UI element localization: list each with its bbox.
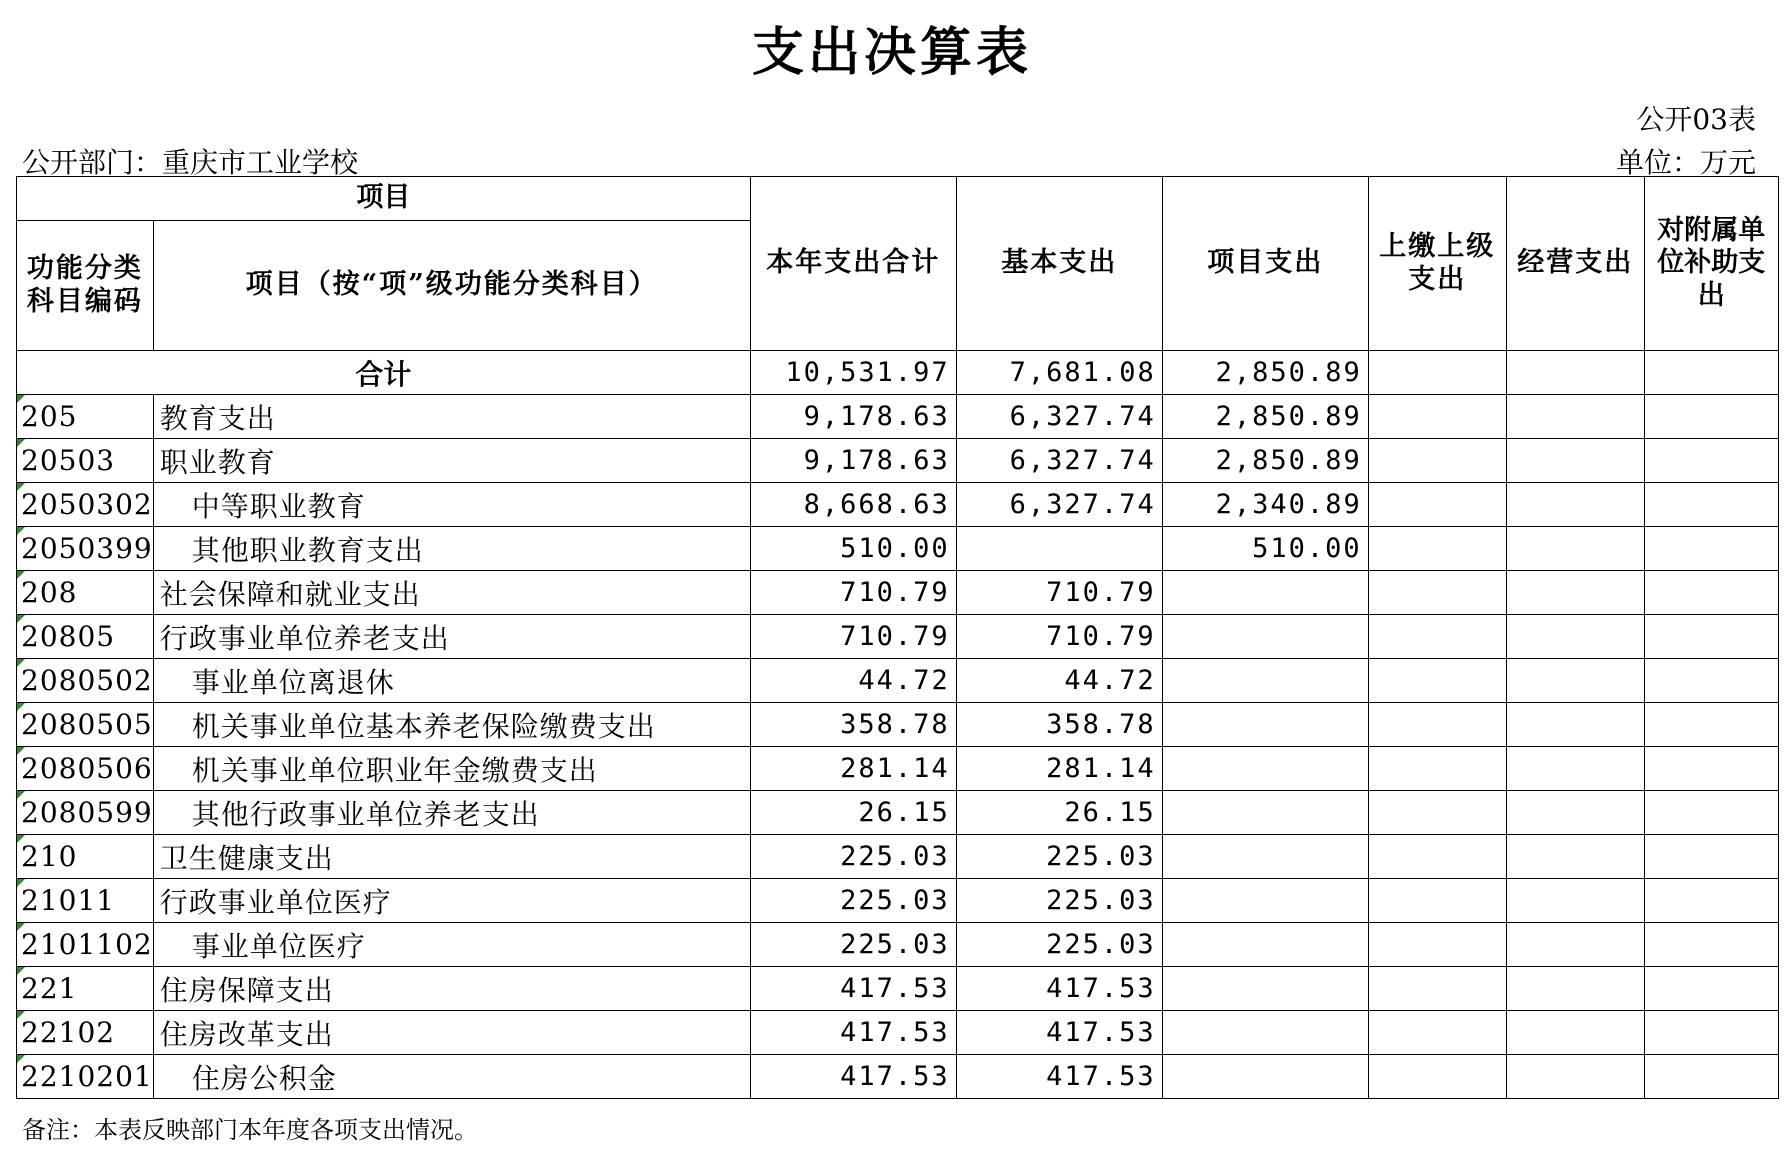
table-row [17, 527, 1779, 571]
row-business [1506, 1011, 1644, 1055]
row-code: 2080505 [17, 703, 154, 747]
row-code: 20805 [17, 615, 154, 659]
row-business [1506, 791, 1644, 835]
row-project: 2,850.89 [1162, 439, 1368, 483]
header-project: 项目支出 [1162, 177, 1368, 351]
row-upper [1368, 439, 1506, 483]
row-name: 住房改革支出 [153, 1011, 750, 1055]
header-item: 项目 [17, 177, 751, 221]
row-project: 2,850.89 [1162, 395, 1368, 439]
header-total: 本年支出合计 [750, 177, 956, 351]
row-upper [1368, 923, 1506, 967]
row-code: 221 [17, 967, 154, 1011]
row-upper [1368, 527, 1506, 571]
row-subsidiary [1644, 1055, 1778, 1099]
row-basic: 44.72 [956, 659, 1162, 703]
row-subsidiary [1644, 483, 1778, 527]
table-row [17, 1055, 1779, 1099]
row-upper [1368, 703, 1506, 747]
row-code: 2080502 [17, 659, 154, 703]
row-total: 9,178.63 [750, 439, 956, 483]
table-row [17, 571, 1779, 615]
row-project [1162, 879, 1368, 923]
row-subsidiary [1644, 879, 1778, 923]
row-code: 2080599 [17, 791, 154, 835]
row-basic: 26.15 [956, 791, 1162, 835]
row-basic: 225.03 [956, 923, 1162, 967]
table-row [17, 1011, 1779, 1055]
row-upper [1368, 1011, 1506, 1055]
row-subsidiary [1644, 439, 1778, 483]
row-project [1162, 923, 1368, 967]
row-total: 510.00 [750, 527, 956, 571]
table-row [17, 395, 1779, 439]
row-business [1506, 923, 1644, 967]
row-project [1162, 659, 1368, 703]
row-upper [1368, 747, 1506, 791]
row-subsidiary [1644, 395, 1778, 439]
row-basic: 6,327.74 [956, 395, 1162, 439]
header-upper: 上缴上级支出 [1368, 177, 1506, 351]
row-subsidiary [1644, 571, 1778, 615]
row-code: 205 [17, 395, 154, 439]
total-upper [1368, 351, 1506, 395]
row-project [1162, 703, 1368, 747]
row-total: 417.53 [750, 1055, 956, 1099]
unit-label: 单位：万元 [1615, 146, 1756, 179]
row-total: 710.79 [750, 571, 956, 615]
expenditure-table [16, 176, 1779, 1099]
header-subsidiary: 对附属单位补助支出 [1644, 177, 1778, 351]
row-upper [1368, 1055, 1506, 1099]
row-code: 2101102 [17, 923, 154, 967]
row-subsidiary [1644, 527, 1778, 571]
row-business [1506, 747, 1644, 791]
row-business [1506, 483, 1644, 527]
row-basic [956, 527, 1162, 571]
row-name: 职业教育 [153, 439, 750, 483]
row-upper [1368, 879, 1506, 923]
row-subsidiary [1644, 659, 1778, 703]
table-row [17, 659, 1779, 703]
row-project: 2,340.89 [1162, 483, 1368, 527]
row-project [1162, 1055, 1368, 1099]
header-business: 经营支出 [1506, 177, 1644, 351]
table-row [17, 703, 1779, 747]
row-business [1506, 703, 1644, 747]
row-upper [1368, 791, 1506, 835]
table-row [17, 747, 1779, 791]
row-subsidiary [1644, 747, 1778, 791]
row-name: 事业单位医疗 [153, 923, 750, 967]
row-basic: 417.53 [956, 967, 1162, 1011]
header-basic: 基本支出 [956, 177, 1162, 351]
row-total: 417.53 [750, 1011, 956, 1055]
table-row [17, 835, 1779, 879]
row-basic: 417.53 [956, 1011, 1162, 1055]
table-row [17, 439, 1779, 483]
table-row [17, 923, 1779, 967]
row-subsidiary [1644, 923, 1778, 967]
row-business [1506, 571, 1644, 615]
row-code: 210 [17, 835, 154, 879]
row-basic: 281.14 [956, 747, 1162, 791]
row-code: 20503 [17, 439, 154, 483]
row-project [1162, 747, 1368, 791]
table-row [17, 615, 1779, 659]
row-business [1506, 395, 1644, 439]
row-business [1506, 1055, 1644, 1099]
total-project: 2,850.89 [1162, 351, 1368, 395]
row-name: 行政事业单位医疗 [153, 879, 750, 923]
row-name: 住房公积金 [153, 1055, 750, 1099]
row-upper [1368, 395, 1506, 439]
row-code: 2050302 [17, 483, 154, 527]
row-total: 225.03 [750, 835, 956, 879]
row-total: 44.72 [750, 659, 956, 703]
row-name: 机关事业单位职业年金缴费支出 [153, 747, 750, 791]
row-business [1506, 439, 1644, 483]
row-total: 8,668.63 [750, 483, 956, 527]
row-name: 卫生健康支出 [153, 835, 750, 879]
row-project [1162, 791, 1368, 835]
row-total: 358.78 [750, 703, 956, 747]
row-code: 2050399 [17, 527, 154, 571]
row-subsidiary [1644, 615, 1778, 659]
row-name: 中等职业教育 [153, 483, 750, 527]
row-upper [1368, 483, 1506, 527]
row-project [1162, 1011, 1368, 1055]
table-row [17, 879, 1779, 923]
total-total: 10,531.97 [750, 351, 956, 395]
row-project: 510.00 [1162, 527, 1368, 571]
row-business [1506, 527, 1644, 571]
table-code: 公开03表 [1636, 103, 1756, 136]
row-basic: 225.03 [956, 879, 1162, 923]
footnote: 备注：本表反映部门本年度各项支出情况。 [22, 1116, 478, 1144]
table-row [17, 967, 1779, 1011]
row-total: 9,178.63 [750, 395, 956, 439]
row-code: 208 [17, 571, 154, 615]
row-total: 417.53 [750, 967, 956, 1011]
total-row [17, 351, 1779, 395]
row-subsidiary [1644, 1011, 1778, 1055]
row-name: 住房保障支出 [153, 967, 750, 1011]
row-total: 225.03 [750, 879, 956, 923]
row-basic: 710.79 [956, 615, 1162, 659]
row-code: 22102 [17, 1011, 154, 1055]
row-subsidiary [1644, 835, 1778, 879]
row-project [1162, 835, 1368, 879]
row-code: 21011 [17, 879, 154, 923]
row-business [1506, 615, 1644, 659]
row-total: 26.15 [750, 791, 956, 835]
row-name: 教育支出 [153, 395, 750, 439]
row-name: 行政事业单位养老支出 [153, 615, 750, 659]
row-upper [1368, 835, 1506, 879]
row-code: 2080506 [17, 747, 154, 791]
row-upper [1368, 571, 1506, 615]
row-project [1162, 967, 1368, 1011]
row-basic: 6,327.74 [956, 483, 1162, 527]
row-upper [1368, 659, 1506, 703]
row-business [1506, 835, 1644, 879]
row-business [1506, 967, 1644, 1011]
row-name: 其他职业教育支出 [153, 527, 750, 571]
row-name: 其他行政事业单位养老支出 [153, 791, 750, 835]
table-row [17, 791, 1779, 835]
row-basic: 710.79 [956, 571, 1162, 615]
row-project [1162, 615, 1368, 659]
row-business [1506, 659, 1644, 703]
total-basic: 7,681.08 [956, 351, 1162, 395]
row-subsidiary [1644, 791, 1778, 835]
row-name: 机关事业单位基本养老保险缴费支出 [153, 703, 750, 747]
row-upper [1368, 967, 1506, 1011]
row-basic: 225.03 [956, 835, 1162, 879]
total-business [1506, 351, 1644, 395]
row-basic: 6,327.74 [956, 439, 1162, 483]
page-title: 支出决算表 [751, 22, 1032, 83]
row-subsidiary [1644, 703, 1778, 747]
department-label: 公开部门：重庆市工业学校 [22, 146, 359, 179]
row-subsidiary [1644, 967, 1778, 1011]
row-name: 社会保障和就业支出 [153, 571, 750, 615]
row-total: 281.14 [750, 747, 956, 791]
row-basic: 417.53 [956, 1055, 1162, 1099]
header-code: 功能分类科目编码 [17, 221, 154, 351]
row-project [1162, 571, 1368, 615]
row-name: 事业单位离退休 [153, 659, 750, 703]
row-total: 710.79 [750, 615, 956, 659]
header-name: 项目（按“项”级功能分类科目） [153, 221, 750, 351]
row-basic: 358.78 [956, 703, 1162, 747]
row-total: 225.03 [750, 923, 956, 967]
total-label: 合计 [17, 351, 751, 395]
table-row [17, 483, 1779, 527]
total-subsidiary [1644, 351, 1778, 395]
row-business [1506, 879, 1644, 923]
row-code: 2210201 [17, 1055, 154, 1099]
row-upper [1368, 615, 1506, 659]
